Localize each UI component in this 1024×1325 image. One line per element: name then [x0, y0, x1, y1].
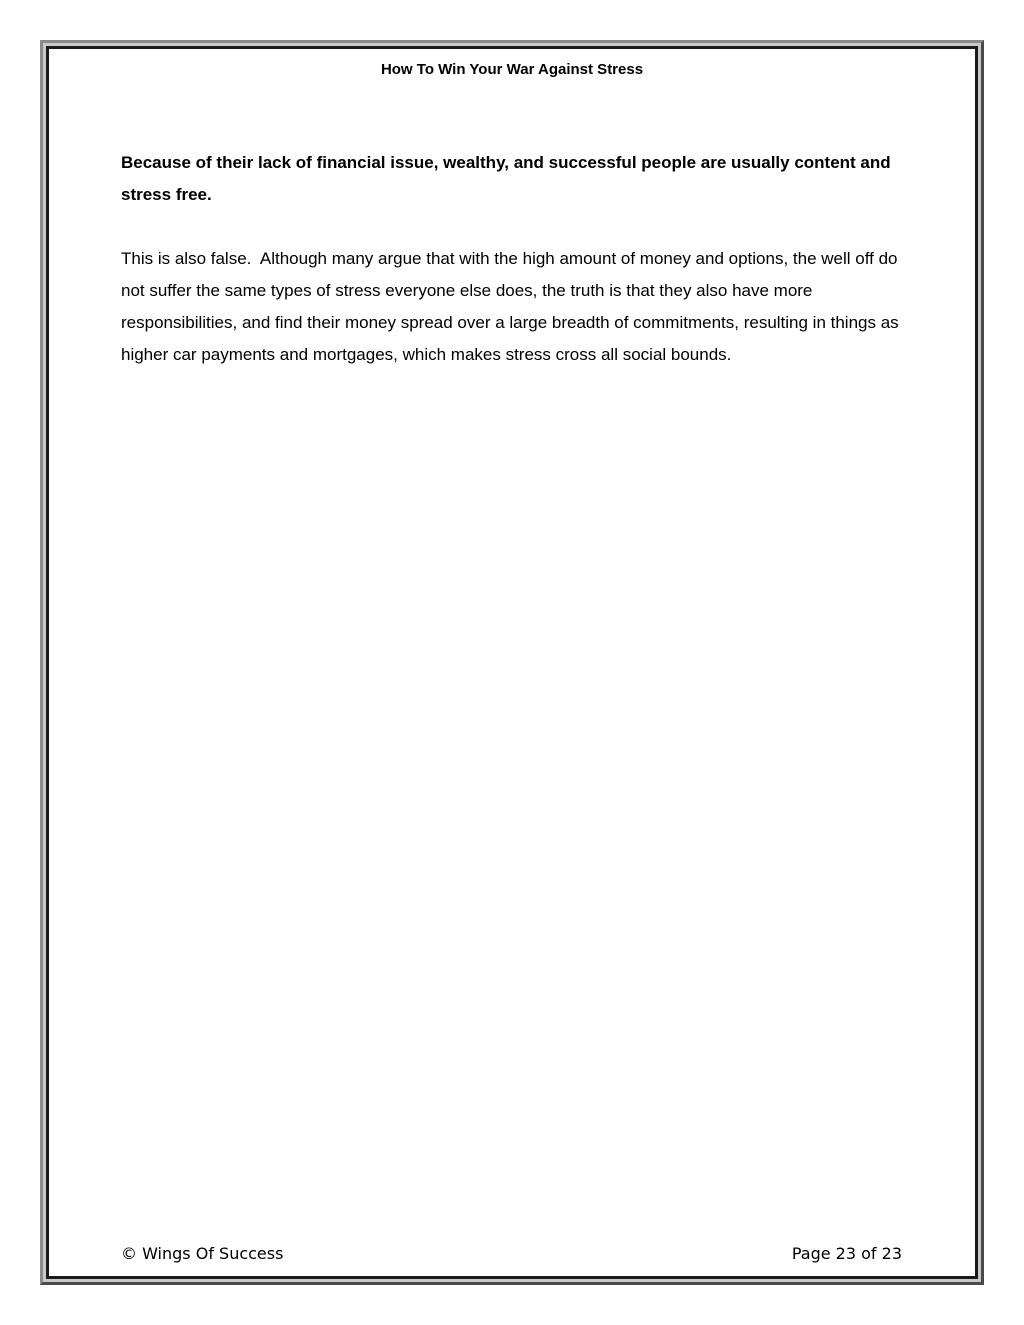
body-paragraph: This is also false. Although many argue that with the high amount of money and options, the well off do not suffer the same types of stress everyone else does, the truth is that they also have more responsibilities, and find their money spread over a large breadth of commitments, resulting in things as higher car payments and mortgages, which makes stress cross all social bounds.: [121, 249, 904, 364]
footer-page-number: Page 23 of 23: [791, 1244, 902, 1263]
page-content: [121, 147, 904, 371]
running-header-title: How To Win Your War Against Stress: [380, 61, 644, 78]
section-heading: Because of their lack of financial issue, wealthy, and successful people are usually content and stress free.: [121, 153, 891, 204]
footer-copyright: © Wings Of Success: [121, 1244, 284, 1263]
